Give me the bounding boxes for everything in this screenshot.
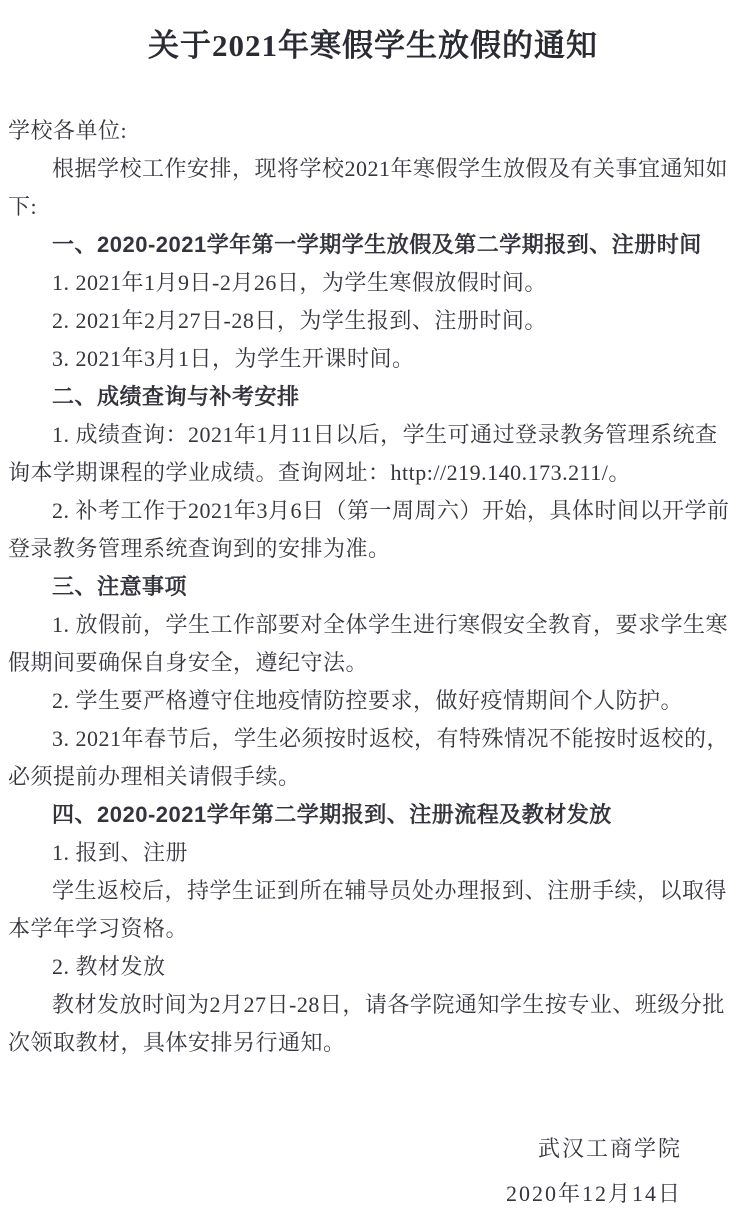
section-2-item-2: 2. 补考工作于2021年3月6日（第一周周六）开始，具体时间以开学前登录教务管理系统查询到的安排为准。: [8, 498, 730, 561]
salutation: 学校各单位:: [8, 118, 128, 143]
section-1-item-3: 3. 2021年3月1日，为学生开课时间。: [52, 346, 415, 371]
signature-organization: 武汉工商学院: [537, 1136, 682, 1161]
section-1-heading: 一、2020-2021学年第一学期学生放假及第二学期报到、注册时间: [52, 232, 702, 257]
section-4-item-1: 1. 报到、注册: [52, 840, 189, 865]
section-3-item-2: 2. 学生要严格遵守住地疫情防控要求，做好疫情期间个人防护。: [52, 688, 684, 713]
section-2-heading: 二、成绩查询与补考安排: [52, 384, 300, 409]
section-1-item-1: 1. 2021年1月9日-2月26日，为学生寒假放假时间。: [52, 270, 547, 295]
section-3-item-3: 3. 2021年春节后，学生必须按时返校，有特殊情况不能按时返校的，必须提前办理相关请假手续。: [8, 726, 730, 789]
section-3-item-1: 1. 放假前，学生工作部要对全体学生进行寒假安全教育，要求学生寒假期间要确保自身安全，遵纪守法。: [8, 612, 729, 675]
signature-date: 2020年12月14日: [505, 1181, 682, 1206]
section-1-item-2: 2. 2021年2月27日-28日，为学生报到、注册时间。: [52, 308, 547, 333]
signature-block: [8, 1126, 738, 1216]
notice-title: 关于2021年寒假学生放假的通知: [148, 28, 598, 63]
section-4-item-1-detail: 学生返校后，持学生证到所在辅导员处办理报到、注册手续，以取得本学年学习资格。: [8, 878, 728, 941]
section-4-heading: 四、2020-2021学年第二学期报到、注册流程及教材发放: [52, 802, 612, 827]
section-4-item-2: 2. 教材发放: [52, 954, 166, 979]
section-4-item-2-detail: 教材发放时间为2月27日-28日，请各学院通知学生按专业、班级分批次领取教材，具体安排另行通知。: [8, 992, 725, 1055]
section-2-item-1: 1. 成绩查询：2021年1月11日以后，学生可通过登录教务管理系统查询本学期课程的学业成绩。查询网址：http://219.140.173.211/。: [8, 422, 718, 485]
intro-paragraph: 根据学校工作安排，现将学校2021年寒假学生放假及有关事宜通知如下:: [8, 156, 729, 219]
section-3-heading: 三、注意事项: [52, 574, 188, 599]
